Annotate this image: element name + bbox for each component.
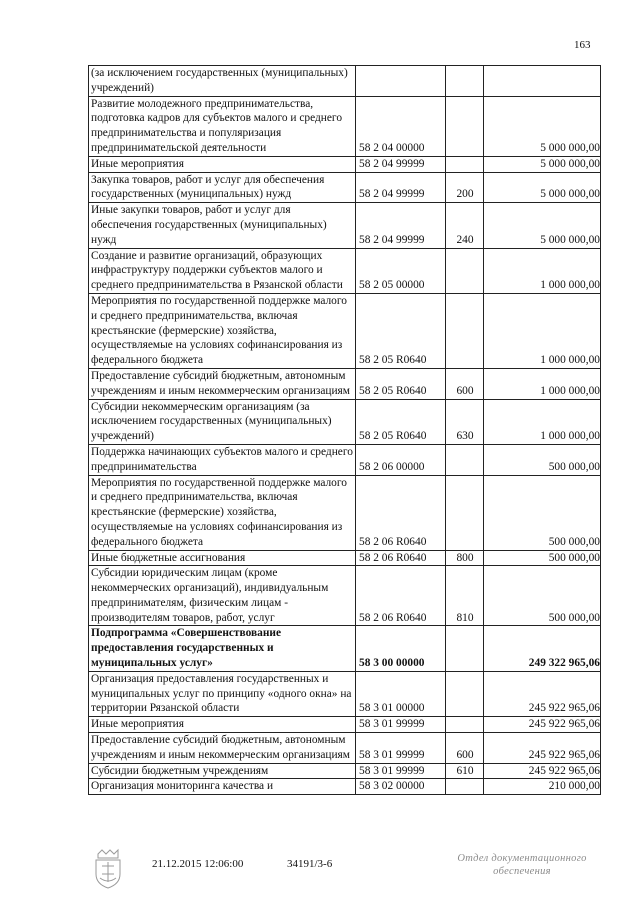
row-code: 58 2 04 99999 [356,156,446,172]
table-row [89,475,601,550]
row-code: 58 2 04 00000 [356,96,446,156]
row-name: Организация предоставления государственных и муниципальных услуг по принципу «одного окна» на территории Рязанской области [89,671,356,716]
row-name: Иные закупки товаров, работ и услуг для обеспечения государственных (муниципальных) нужд [89,203,356,248]
row-name: (за исключением государственных (муниципальных) учреждений) [89,66,356,97]
row-name: Закупка товаров, работ и услуг для обеспечения государственных (муниципальных) нужд [89,172,356,203]
row-amount: 500 000,00 [484,444,601,475]
row-code: 58 2 05 R0640 [356,368,446,399]
row-name: Субсидии бюджетным учреждениям [89,763,356,779]
row-expense-type [446,156,484,172]
row-expense-type: 810 [446,566,484,626]
row-amount: 500 000,00 [484,566,601,626]
table-row [89,444,601,475]
row-name: Развитие молодежного предпринимательства, подготовка кадров для субъектов малого и среднего предпринимательства и популяризация предпринимательской деятельности [89,96,356,156]
row-amount: 5 000 000,00 [484,172,601,203]
row-name: Субсидии некоммерческим организациям (за исключением государственных (муниципальных) учреждений) [89,399,356,444]
table-row [89,66,601,97]
row-amount: 500 000,00 [484,475,601,550]
page-number: 163 [574,39,591,51]
row-expense-type: 600 [446,733,484,764]
row-name: Предоставление субсидий бюджетным, автономным учреждениям и иным некоммерческим организациям [89,733,356,764]
row-code: 58 2 05 00000 [356,248,446,293]
row-amount: 245 922 965,06 [484,733,601,764]
table-row [89,399,601,444]
row-expense-type: 800 [446,550,484,566]
table-row [89,156,601,172]
row-name: Предоставление субсидий бюджетным, автономным учреждениям и иным некоммерческим организациям [89,368,356,399]
row-amount: 5 000 000,00 [484,156,601,172]
table-row [89,671,601,716]
row-name: Мероприятия по государственной поддержке малого и среднего предпринимательства, включая крестьянские (фермерские) хозяйства, осуществляемые на условиях софинансирования из федерального бюджета [89,475,356,550]
row-amount: 1 000 000,00 [484,248,601,293]
footer-stamp [432,852,612,878]
footer-datetime: 21.12.2015 12:06:00 [152,858,244,870]
row-expense-type: 240 [446,203,484,248]
table-row [89,717,601,733]
row-code: 58 2 04 99999 [356,172,446,203]
row-code: 58 3 01 99999 [356,717,446,733]
table-row [89,733,601,764]
row-amount: 245 922 965,06 [484,763,601,779]
row-expense-type [446,248,484,293]
table-row [89,293,601,368]
row-code: 58 2 06 R0640 [356,566,446,626]
table-row [89,172,601,203]
row-amount: 5 000 000,00 [484,203,601,248]
row-code: 58 2 06 00000 [356,444,446,475]
row-amount: 5 000 000,00 [484,96,601,156]
row-amount: 210 000,00 [484,779,601,795]
table-row [89,550,601,566]
coat-of-arms-icon [90,848,126,890]
table-row [89,763,601,779]
row-expense-type: 630 [446,399,484,444]
row-code: 58 3 01 00000 [356,671,446,716]
row-code: 58 3 01 99999 [356,733,446,764]
table-row [89,96,601,156]
row-name: Создание и развитие организаций, образующих инфраструктуру поддержки субъектов малого и среднего предпринимательства в Рязанской области [89,248,356,293]
row-amount: 500 000,00 [484,550,601,566]
row-code: 58 3 02 00000 [356,779,446,795]
row-code: 58 2 04 99999 [356,203,446,248]
row-code: 58 3 01 99999 [356,763,446,779]
row-amount [484,66,601,97]
row-code: 58 2 06 R0640 [356,475,446,550]
table-row [89,779,601,795]
row-code: 58 2 05 R0640 [356,399,446,444]
budget-table [88,65,601,795]
row-name: Иные бюджетные ассигнования [89,550,356,566]
row-expense-type [446,444,484,475]
row-code: 58 3 00 00000 [356,626,446,671]
table-row [89,248,601,293]
footer-doc-number: 34191/3-6 [287,858,333,870]
row-name: Поддержка начинающих субъектов малого и среднего предпринимательства [89,444,356,475]
table-row [89,566,601,626]
row-expense-type [446,626,484,671]
row-expense-type [446,96,484,156]
row-amount: 245 922 965,06 [484,671,601,716]
row-name: Подпрограмма «Совершенствование предоставления государственных и муниципальных услуг» [89,626,356,671]
row-amount: 249 322 965,06 [484,626,601,671]
table-row [89,203,601,248]
row-expense-type [446,66,484,97]
row-code: 58 2 05 R0640 [356,293,446,368]
row-amount: 1 000 000,00 [484,399,601,444]
table-row [89,368,601,399]
row-amount: 1 000 000,00 [484,368,601,399]
table-row [89,626,601,671]
row-name: Организация мониторинга качества и [89,779,356,795]
row-expense-type: 200 [446,172,484,203]
row-expense-type: 610 [446,763,484,779]
footer-stamp-line1: Отдел документационного [457,853,587,864]
footer-stamp-line2: обеспечения [493,866,551,877]
row-amount: 245 922 965,06 [484,717,601,733]
row-name: Субсидии юридическим лицам (кроме некоммерческих организаций), индивидуальным предпринимателям, физическим лицам - производителям товаров, работ, услуг [89,566,356,626]
row-name: Мероприятия по государственной поддержке малого и среднего предпринимательства, включая крестьянские (фермерские) хозяйства, осуществляемые на условиях софинансирования из федерального бюджета [89,293,356,368]
row-amount: 1 000 000,00 [484,293,601,368]
row-expense-type [446,779,484,795]
row-expense-type [446,717,484,733]
row-name: Иные мероприятия [89,717,356,733]
row-expense-type [446,475,484,550]
row-expense-type: 600 [446,368,484,399]
table-body [89,66,601,795]
row-expense-type [446,293,484,368]
row-name: Иные мероприятия [89,156,356,172]
row-code: 58 2 06 R0640 [356,550,446,566]
row-expense-type [446,671,484,716]
row-code [356,66,446,97]
